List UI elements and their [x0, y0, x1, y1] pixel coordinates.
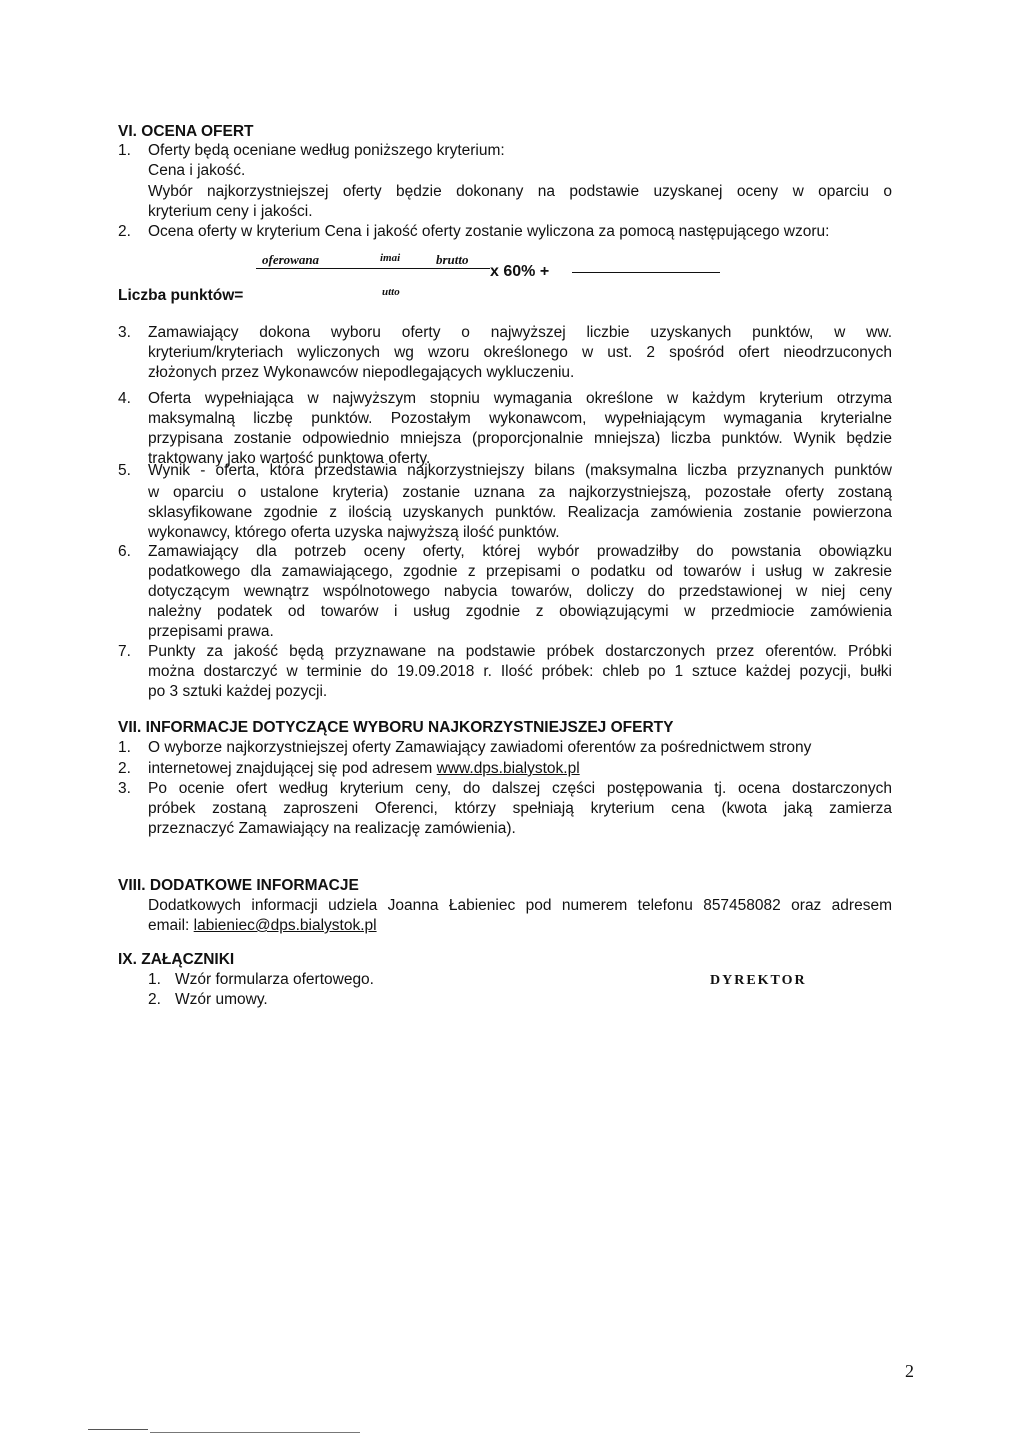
paragraph-line: przypisana zostanie odpowiednio mniejsza (proporcjonalnie mniejsza) liczba punktów. Wynik będzie: [148, 430, 892, 447]
paragraph-line: można dostarczyć w terminie do 19.09.2018 r. Ilość próbek: chleb po 1 sztuce każdej pozycji, bułki: [148, 663, 892, 680]
list-number: 3.: [118, 324, 131, 341]
paragraph-line: maksymalną liczbę punktów. Pozostałym wykonawcom, wypełniającym wymagania kryterialne: [148, 410, 892, 427]
list-number: 1.: [148, 971, 161, 988]
list-number: 2.: [148, 991, 161, 1008]
paragraph-line: Ocena oferty w kryterium Cena i jakość oferty zostanie wyliczona za pomocą następującego wzoru:: [148, 223, 830, 240]
fraction-line: [256, 268, 490, 269]
paragraph-line: próbek zostaną zaproszeni Oferenci, którzy spełniają kryterium cena (kwota jaką zamierza: [148, 800, 892, 817]
paragraph-line: należny podatek od towarów i usług zgodnie z obowiązującymi w przedmiocie zamówienia: [148, 603, 892, 620]
paragraph-line: Dodatkowych informacji udziela Joanna Łabieniec pod numerem telefonu 857458082 oraz adresem: [148, 897, 892, 914]
paragraph-line: Po ocenie ofert według kryterium ceny, do dalszej części postępowania tj. ocena dostarczonych: [148, 780, 892, 797]
paragraph-line: Punkty za jakość będą przyznawane na podstawie próbek dostarczonych przez oferentów. Próbki: [148, 643, 892, 660]
section-heading-zalaczniki: IX. ZAŁĄCZNIKI: [118, 951, 235, 968]
list-number: 1.: [118, 739, 131, 756]
list-number: 6.: [118, 543, 131, 560]
paragraph-text: email:: [148, 917, 190, 934]
paragraph-line: traktowany jako wartość punktowa oferty.: [148, 450, 431, 467]
paragraph-line: Oferta wypełniająca w najwyższym stopniu wymagania określone w każdym kryterium otrzyma: [148, 390, 892, 407]
paragraph-line: Wybór najkorzystniejszej oferty będzie dokonany na podstawie uzyskanej oceny w oparciu o: [148, 183, 892, 200]
paragraph-line: przepisami prawa.: [148, 623, 274, 640]
attachment-item: Wzór formularza ofertowego.: [175, 971, 374, 988]
paragraph-line: dotyczącym wewnątrz wspólnotowego nabycia towarów, doliczy do przedstawionej w niej ceny: [148, 583, 892, 600]
list-number: 3.: [118, 780, 131, 797]
attachment-item: Wzór umowy.: [175, 991, 268, 1008]
section-heading-informacje-wyboru: VII. INFORMACJE DOTYCZĄCE WYBORU NAJKORZYSTNIEJSZEJ OFERTY: [118, 719, 674, 736]
paragraph-line: wykonawcy, którego oferta uzyska najwyższą ilość punktów.: [148, 524, 560, 541]
list-number: 4.: [118, 390, 131, 407]
paragraph-line: przeznaczyć Zamawiający na realizację zamówienia).: [148, 820, 516, 837]
list-number: 2.: [118, 760, 131, 777]
website-link[interactable]: www.dps.bialystok.pl: [436, 760, 580, 777]
paragraph-line: Oferty będą oceniane według poniższego kryterium:: [148, 142, 505, 159]
list-number: 2.: [118, 223, 131, 240]
scan-artifact-line: [88, 1429, 148, 1430]
paragraph-line: po 3 sztuki każdej pozycji.: [148, 683, 328, 700]
email-link[interactable]: labieniec@dps.bialystok.pl: [193, 917, 377, 934]
scan-artifact-line: [150, 1432, 360, 1433]
page-number: 2: [905, 1361, 914, 1381]
paragraph-line: Zamawiający dla potrzeb oceny oferty, której wybór prowadziłby do powstania obowiązku: [148, 543, 892, 560]
formula-numerator-part: brutto: [436, 252, 469, 267]
paragraph-line: [148, 916, 377, 935]
paragraph-line: Zamawiający dokona wyboru oferty o najwyższej liczbie uzyskanych punktów, w ww.: [148, 324, 892, 341]
paragraph-line: sklasyfikowane zgodnie z ilością uzyskanych punktów. Realizacja zamówienia zostanie powierzona: [148, 504, 892, 521]
paragraph-line: kryterium ceny i jakości.: [148, 203, 313, 220]
paragraph-line: O wyborze najkorzystniejszej oferty Zamawiający zawiadomi oferentów za pośrednictwem strony: [148, 739, 812, 756]
paragraph-text: internetowej znajdującej się pod adresem: [148, 760, 433, 777]
formula-numerator: oferowana: [262, 252, 320, 267]
paragraph-line: w oparciu o ustalone kryteria) zostanie uznana za najkorzystniejszą, pozostałe oferty zostaną: [148, 484, 892, 501]
formula-multiplier: x 60% +: [490, 263, 550, 280]
paragraph-line: Cena i jakość.: [148, 162, 246, 179]
section-heading-dodatkowe-informacje: VIII. DODATKOWE INFORMACJE: [118, 877, 359, 894]
list-number: 5.: [118, 462, 131, 479]
paragraph-line: podatkowego dla zamawiającego, zgodnie z przepisami o podatku od towarów i usług w zakresie: [148, 563, 892, 580]
paragraph-line: [148, 759, 580, 778]
formula-denominator: utto: [382, 286, 400, 298]
fraction-line: [572, 272, 720, 273]
section-heading-ocena-ofert: VI. OCENA OFERT: [118, 123, 254, 140]
list-number: 1.: [118, 142, 131, 159]
list-number: 7.: [118, 643, 131, 660]
paragraph-line: Wynik - oferta, która przedstawia najkorzystniejszy bilans (maksymalna liczba przyznanych punktów: [148, 462, 892, 479]
paragraph-line: kryterium/kryteriach wyliczonych wg wzoru określonego w ust. 2 spośród ofert nieodrzuconych: [148, 344, 892, 361]
director-stamp: DYREKTOR: [710, 973, 807, 988]
formula-numerator-part: imai: [380, 252, 401, 264]
formula-label: Liczba punktów=: [118, 287, 244, 304]
paragraph-line: złożonych przez Wykonawców niepodlegających wykluczeniu.: [148, 364, 575, 381]
